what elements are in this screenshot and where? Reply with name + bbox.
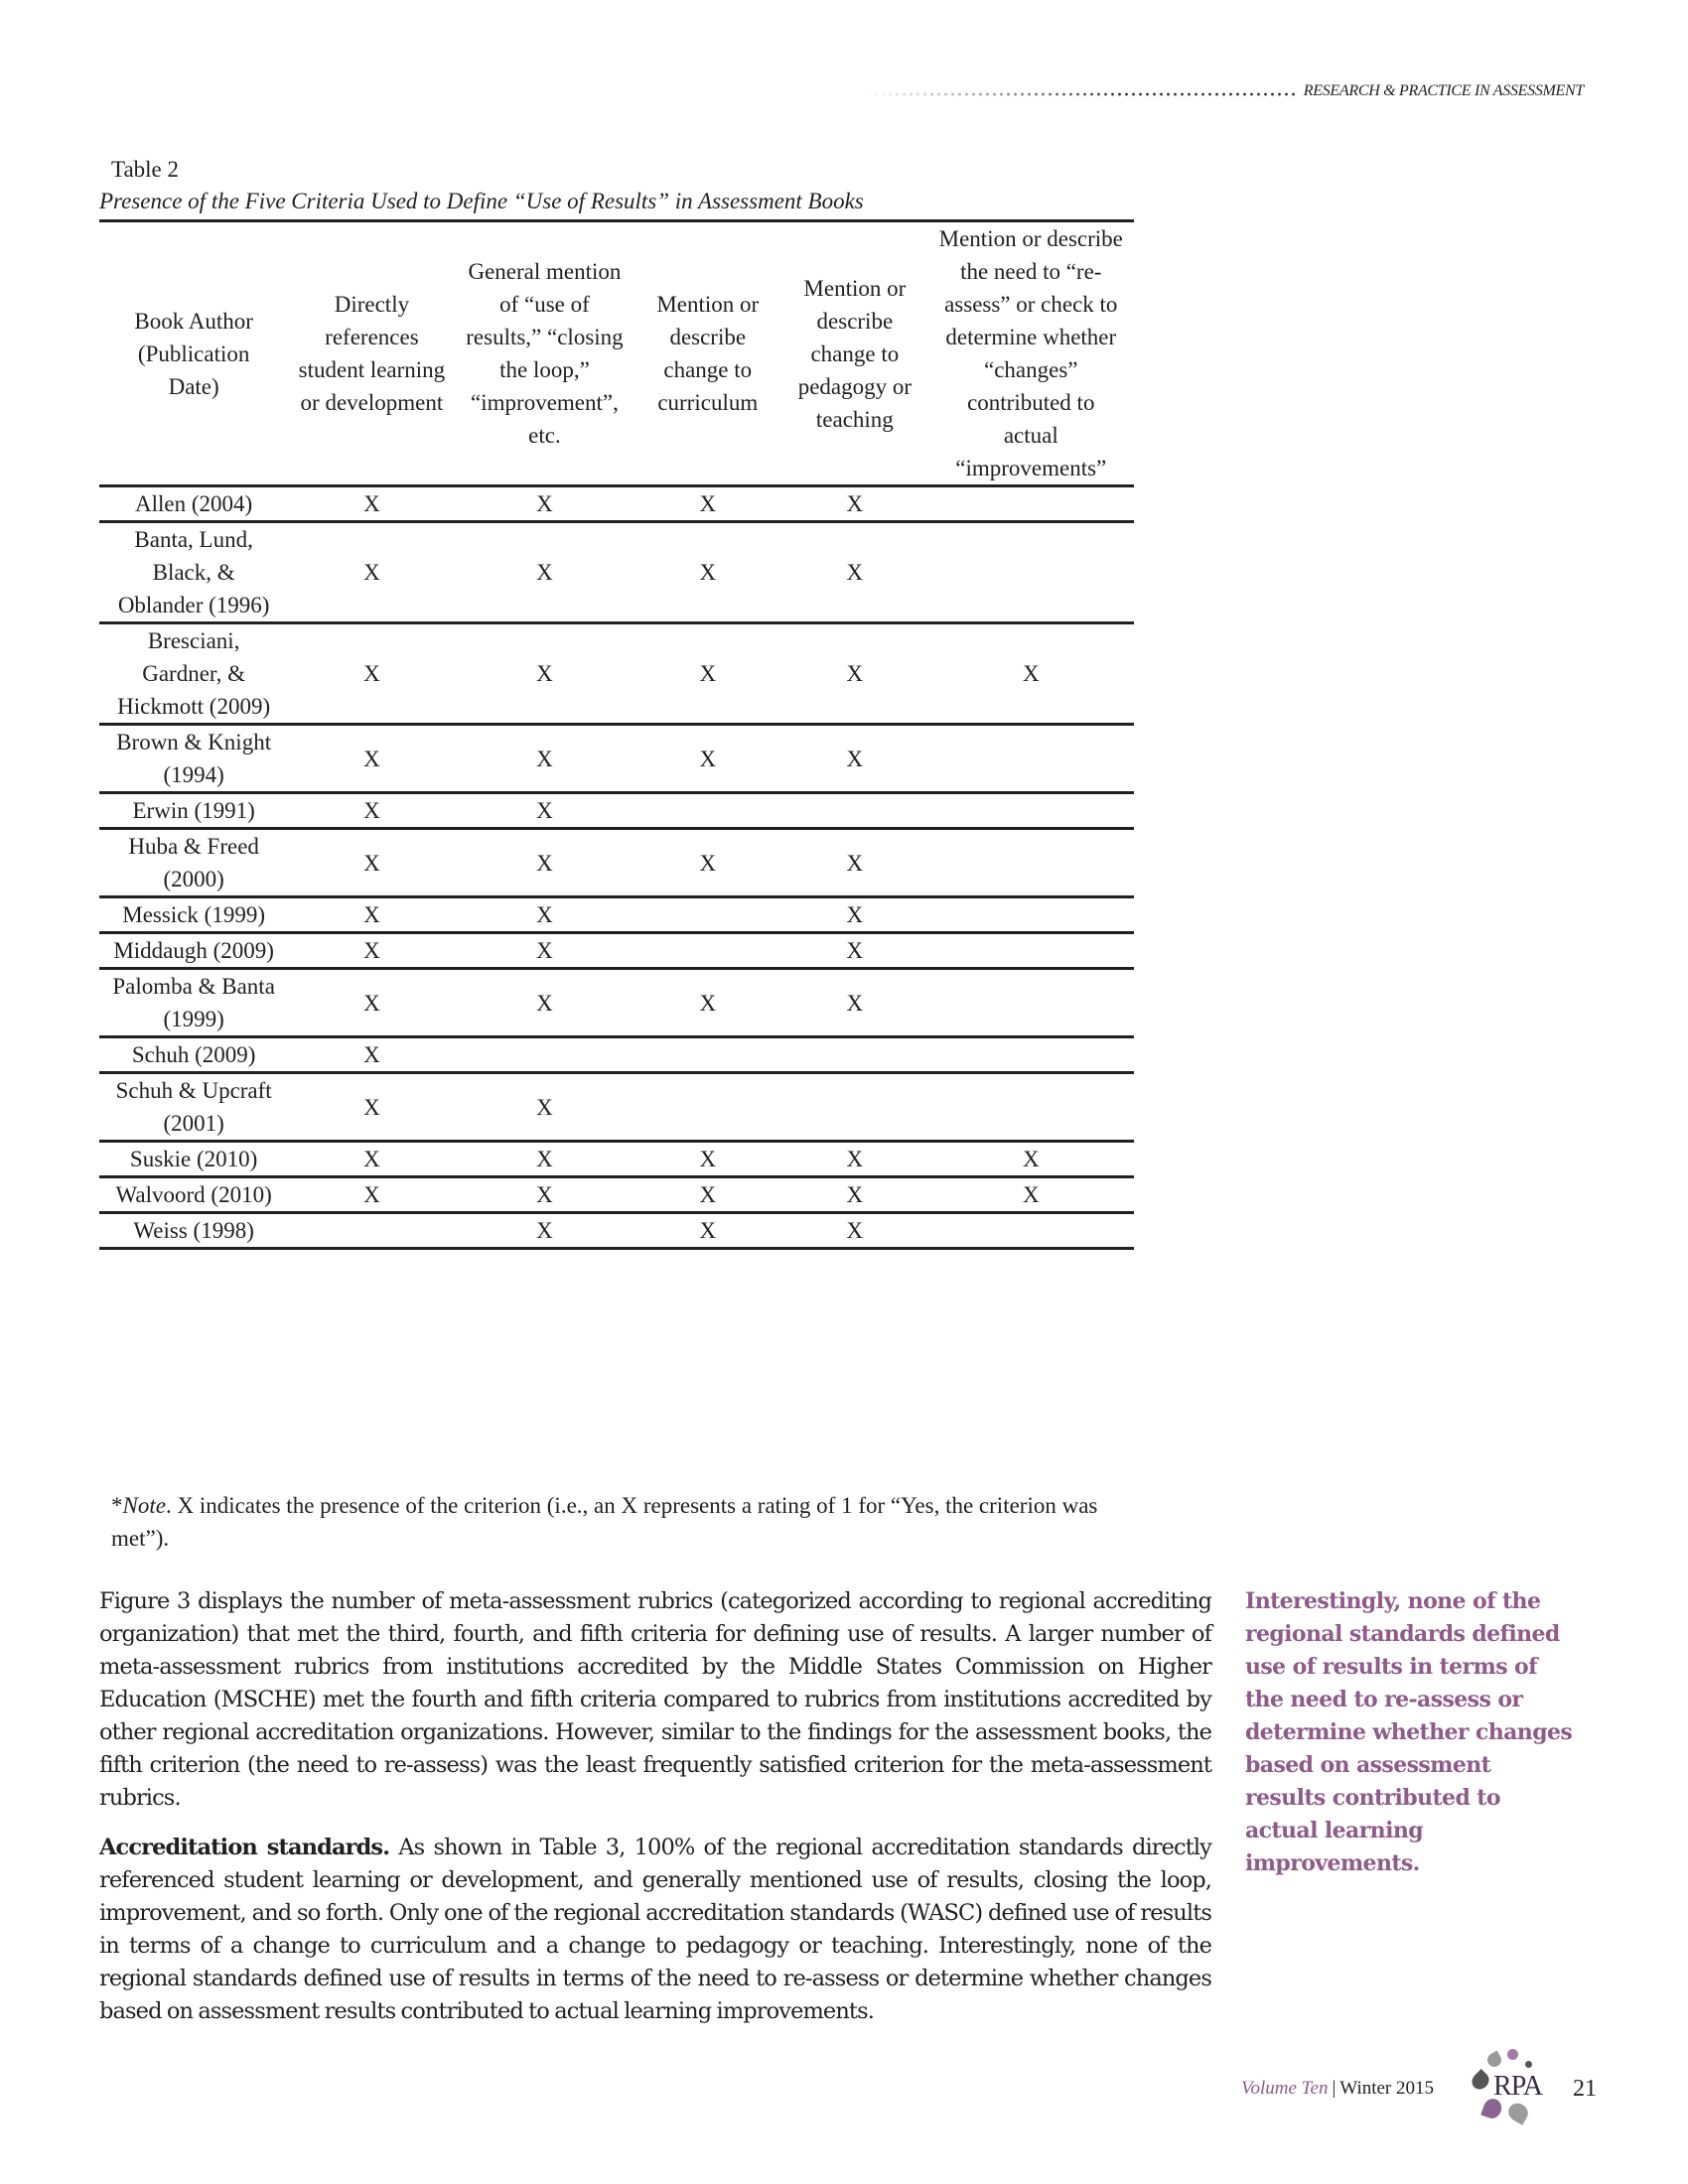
dotted-leader bbox=[859, 92, 1296, 96]
pull-quote: Interestingly, none of the regional standards defined use of results in terms of the need to re-assess or determine whether changes based on assessment results contributed to actual learning improvements. bbox=[1245, 1588, 1573, 1876]
criterion-5-mark: X bbox=[1022, 1147, 1040, 1171]
table-title: Presence of the Five Criteria Used to Define “Use of Results” in Assessment Books bbox=[99, 189, 864, 213]
criterion-5-mark bbox=[928, 829, 1134, 897]
criterion-2-mark: X bbox=[536, 798, 553, 823]
criterion-5-mark bbox=[928, 522, 1134, 623]
criterion-2-mark: X bbox=[536, 1218, 553, 1243]
criterion-3-mark: X bbox=[699, 1218, 717, 1243]
page-footer bbox=[1241, 2059, 1597, 2118]
criterion-1-mark: X bbox=[363, 850, 380, 876]
table-header-row bbox=[99, 221, 1134, 486]
criterion-2-mark: X bbox=[536, 491, 553, 516]
criterion-2-mark: X bbox=[536, 990, 553, 1016]
issue-season: Winter 2015 bbox=[1339, 2078, 1435, 2099]
table-row bbox=[99, 897, 1134, 933]
author-cell: Weiss (1998) bbox=[133, 1218, 254, 1243]
criterion-5-mark bbox=[928, 793, 1134, 829]
criterion-2-mark: X bbox=[536, 938, 553, 963]
column-header-criterion-2: General mention of “use of results,” “closing the loop,” “improvement”, etc. bbox=[466, 259, 624, 448]
criterion-4-mark: X bbox=[846, 746, 864, 771]
criterion-1-mark: X bbox=[363, 990, 380, 1016]
criterion-2-mark: X bbox=[536, 1182, 553, 1207]
paragraph-text: As shown in Table 3, 100% of the regional accreditation standards directly referenced student learning or development, and generally mentioned use of results, closing the loop, improvement, and so forth. Only one of the regional accreditation standards (WASC) defined use of results in terms of a change to curriculum and a change to pedagogy or teaching. Interestingly, none of the regional standards defined use of results in terms of the need to re-assess or determine whether changes based on assessment results contributed to actual learning improvements. bbox=[99, 1835, 1211, 2024]
body-paragraph-figure-3: Figure 3 displays the number of meta-assessment rubrics (categorized according to regional accrediting organization) that met the third, fourth, and fifth criteria for defining use of results. A larger number of meta-assessment rubrics from institutions accredited by the Middle States Commission on Higher Education (MSCHE) met the fourth and fifth criteria compared to rubrics from institutions accredited by other regional accreditation organizations. However, similar to the findings for the assessment books, the fifth criterion (the need to re-assess) was the least frequently satisfied criterion for the meta-assessment rubrics. bbox=[99, 1588, 1211, 1811]
criterion-4-mark: X bbox=[846, 850, 864, 876]
criterion-5-mark: X bbox=[1022, 661, 1040, 686]
author-cell: Walvoord (2010) bbox=[115, 1182, 272, 1207]
criterion-3-mark: X bbox=[699, 1147, 717, 1171]
criterion-1-mark: X bbox=[363, 1182, 380, 1207]
criterion-1-mark: X bbox=[363, 798, 380, 823]
criterion-3-mark bbox=[633, 793, 781, 829]
criterion-3-mark bbox=[633, 1073, 781, 1142]
author-cell: Palomba & Banta (1999) bbox=[112, 974, 275, 1031]
column-header-criterion-3: Mention or describe change to curriculum bbox=[656, 292, 760, 415]
criterion-4-mark: X bbox=[846, 1182, 864, 1207]
author-cell: Suskie (2010) bbox=[129, 1147, 258, 1171]
table-row bbox=[99, 522, 1134, 623]
footer-separator: | bbox=[1332, 2078, 1336, 2099]
table-row bbox=[99, 725, 1134, 793]
logo-drop-icon bbox=[1469, 2069, 1492, 2093]
column-header-criterion-5: Mention or describe the need to “re-assess” or check to determine whether “changes” contributed to actual “improvements” bbox=[938, 226, 1123, 480]
table-row bbox=[99, 486, 1134, 522]
column-header-author: Book Author (Publication Date) bbox=[134, 308, 253, 399]
criterion-3-mark: X bbox=[699, 746, 717, 771]
table-row bbox=[99, 829, 1134, 897]
criterion-1-mark: X bbox=[363, 1042, 380, 1067]
note-text: . X indicates the presence of the criterion (i.e., an X represents a rating of 1 for “Yes, the criterion was met”). bbox=[111, 1493, 1098, 1551]
criterion-3-mark: X bbox=[699, 1182, 717, 1207]
criterion-5-mark: X bbox=[1022, 1182, 1040, 1207]
criterion-2-mark bbox=[456, 1037, 634, 1073]
logo-drop-icon bbox=[1505, 2100, 1531, 2125]
author-cell: Banta, Lund, Black, & Oblander (1996) bbox=[117, 527, 270, 617]
criterion-3-mark: X bbox=[699, 661, 717, 686]
criterion-2-mark: X bbox=[536, 1147, 553, 1171]
criterion-3-mark: X bbox=[699, 560, 717, 585]
criterion-5-mark bbox=[928, 725, 1134, 793]
author-cell: Allen (2004) bbox=[135, 491, 253, 516]
table-row bbox=[99, 1037, 1134, 1073]
criterion-4-mark: X bbox=[846, 491, 864, 516]
criterion-2-mark: X bbox=[536, 1094, 553, 1120]
section-run-in-heading: Accreditation standards. bbox=[99, 1835, 390, 1860]
author-cell: Middaugh (2009) bbox=[113, 938, 274, 963]
author-cell: Messick (1999) bbox=[122, 902, 265, 927]
table-row bbox=[99, 969, 1134, 1037]
logo-drop-icon bbox=[1484, 2050, 1503, 2069]
logo-drop-icon bbox=[1525, 2061, 1532, 2068]
rpa-logo bbox=[1472, 2053, 1551, 2124]
criterion-1-mark: X bbox=[363, 661, 380, 686]
criterion-3-mark bbox=[633, 933, 781, 969]
table-note bbox=[111, 1489, 1124, 1555]
criterion-4-mark: X bbox=[846, 990, 864, 1016]
body-paragraph-accreditation bbox=[99, 1832, 1211, 2028]
criterion-3-mark bbox=[633, 897, 781, 933]
table-row bbox=[99, 1073, 1134, 1142]
criterion-1-mark bbox=[288, 1213, 455, 1249]
criterion-3-mark: X bbox=[699, 990, 717, 1016]
logo-text: RPA bbox=[1493, 2071, 1542, 2102]
criterion-2-mark: X bbox=[536, 902, 553, 927]
volume-label: Volume Ten bbox=[1241, 2078, 1329, 2099]
criterion-1-mark: X bbox=[363, 938, 380, 963]
criterion-5-mark bbox=[928, 969, 1134, 1037]
author-cell: Erwin (1991) bbox=[132, 798, 255, 823]
criterion-2-mark: X bbox=[536, 850, 553, 876]
note-prefix: * bbox=[111, 1493, 123, 1518]
criterion-3-mark: X bbox=[699, 491, 717, 516]
criterion-5-mark bbox=[928, 1073, 1134, 1142]
table-label: Table 2 bbox=[111, 157, 180, 182]
author-cell: Schuh (2009) bbox=[131, 1042, 256, 1067]
author-cell: Bresciani, Gardner, & Hickmott (2009) bbox=[117, 628, 271, 719]
journal-name: RESEARCH & PRACTICE IN ASSESSMENT bbox=[1303, 82, 1584, 99]
logo-drop-icon bbox=[1507, 2049, 1518, 2060]
criterion-2-mark: X bbox=[536, 560, 553, 585]
criterion-1-mark: X bbox=[363, 491, 380, 516]
criterion-2-mark: X bbox=[536, 661, 553, 686]
table-body bbox=[99, 486, 1134, 1249]
criterion-3-mark: X bbox=[699, 850, 717, 876]
criterion-1-mark: X bbox=[363, 1147, 380, 1171]
table-row bbox=[99, 623, 1134, 725]
criteria-table bbox=[99, 219, 1134, 1250]
criterion-1-mark: X bbox=[363, 902, 380, 927]
criterion-4-mark bbox=[781, 793, 927, 829]
column-header-criterion-1: Directly references student learning or development bbox=[298, 292, 446, 415]
criterion-5-mark bbox=[928, 1213, 1134, 1249]
author-cell: Huba & Freed (2000) bbox=[128, 834, 259, 891]
criterion-1-mark: X bbox=[363, 560, 380, 585]
criterion-4-mark: X bbox=[846, 938, 864, 963]
criterion-4-mark: X bbox=[846, 1218, 864, 1243]
table-row bbox=[99, 1213, 1134, 1249]
note-label: Note bbox=[122, 1493, 166, 1518]
author-cell: Schuh & Upcraft (2001) bbox=[115, 1078, 272, 1136]
table-row bbox=[99, 1177, 1134, 1213]
page-number: 21 bbox=[1573, 2075, 1598, 2102]
criterion-3-mark bbox=[633, 1037, 781, 1073]
author-cell: Brown & Knight (1994) bbox=[116, 730, 272, 787]
criterion-5-mark bbox=[928, 1037, 1134, 1073]
criterion-5-mark bbox=[928, 486, 1134, 522]
table-row bbox=[99, 1142, 1134, 1177]
criterion-5-mark bbox=[928, 933, 1134, 969]
criterion-4-mark: X bbox=[846, 902, 864, 927]
criterion-1-mark: X bbox=[363, 746, 380, 771]
running-header bbox=[859, 79, 1584, 103]
criterion-4-mark bbox=[781, 1037, 927, 1073]
criterion-5-mark bbox=[928, 897, 1134, 933]
criterion-1-mark: X bbox=[363, 1094, 380, 1120]
criterion-4-mark bbox=[781, 1073, 927, 1142]
criterion-4-mark: X bbox=[846, 560, 864, 585]
table-row bbox=[99, 793, 1134, 829]
criterion-2-mark: X bbox=[536, 746, 553, 771]
criterion-4-mark: X bbox=[846, 661, 864, 686]
column-header-criterion-4: Mention or describe change to pedagogy or teaching bbox=[797, 275, 913, 432]
table-row bbox=[99, 933, 1134, 969]
criterion-4-mark: X bbox=[846, 1147, 864, 1171]
